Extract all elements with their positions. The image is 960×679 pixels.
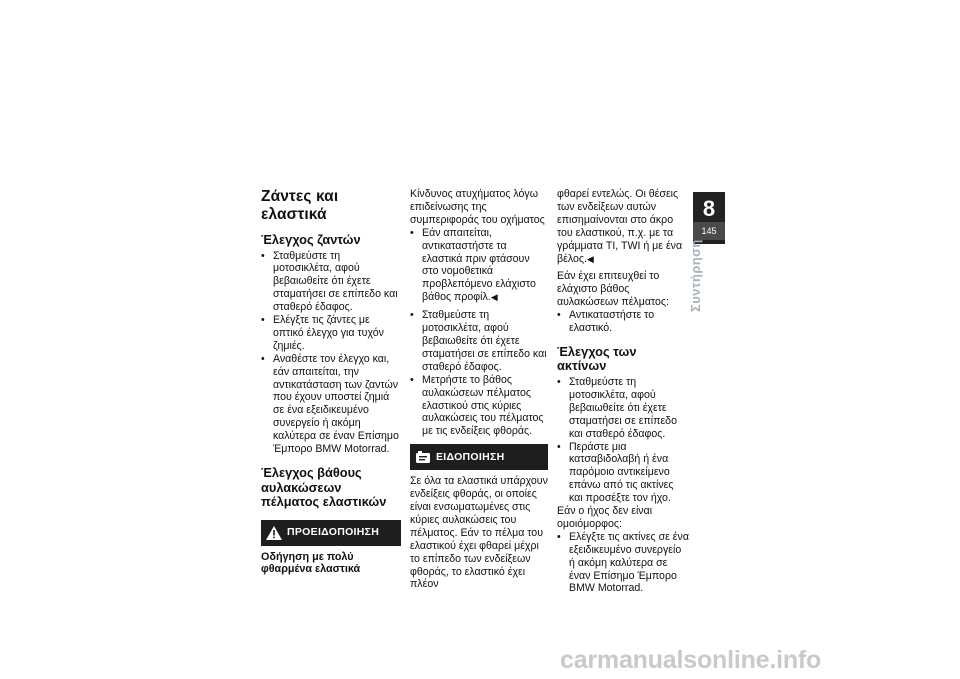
warning-banner <box>261 520 401 546</box>
list-item: • Ελέγξτε τις ακτίνες σε ένα εξειδικευμένο συνεργείο ή ακόμη καλύτερα σε έναν Επίσημο Έμπορο BMW Motorrad. <box>557 531 689 596</box>
list-item: • Ελέγξτε τις ζάντες με οπτικό έλεγχο για τυχόν ζημιές. <box>261 314 401 353</box>
notice-continued-text: φθαρεί εντελώς. Οι θέσεις των ενδείξεων αυτών επισημαίνονται στο άκρο του ελαστικού, π.χ. με τα γράμματα TI, TWI ή με ένα βέλος. <box>557 188 683 265</box>
column-1 <box>261 188 401 576</box>
warning-text: Κίνδυνος ατυχήματος λόγω επιδείνωσης της συμπεριφοράς του οχήματος <box>410 188 545 226</box>
warning-triangle-icon <box>261 520 287 546</box>
tread-steps <box>410 309 548 438</box>
spokes-steps <box>557 376 689 505</box>
min-depth-text: Εάν έχει επιτευχθεί το ελάχιστο βάθος αυλακώσεων πέλματος: <box>557 270 669 309</box>
list-item <box>410 227 548 304</box>
uneven-sound-steps <box>557 531 689 596</box>
list-item: • Σταθμεύστε τη μοτοσικλέτα, αφού βεβαιωθείτε ότι έχετε σταματήσει σε επίπεδο και σταθερό έδαφος. <box>557 376 689 441</box>
page-title: Ζάντες και ελαστικά <box>261 188 339 223</box>
end-marker-icon: ◀ <box>586 253 594 264</box>
list-item: • Αναθέστε τον έλεγχο και, εάν απαιτείται, την αντικατάσταση των ζαντών που έχουν υποστεί ζημιά σε ένα εξειδικευμένο συνεργείο ή ακόμη καλύτερα σε έναν Επίσημο Έμπορο BMW Motorrad. <box>261 353 401 456</box>
watermark: carmanualsonline.info <box>560 646 822 674</box>
end-marker-icon: ◀ <box>490 292 498 303</box>
notice-banner <box>410 444 548 470</box>
list-item: • Περάστε μια κατσαβιδολαβή ή ένα παρόμοιο αντικείμενο επάνω από τις ακτίνες και προσέξτε τον ήχο. <box>557 441 689 506</box>
list-item: • Μετρήστε το βάθος αυλακώσεων πέλματος ελαστικού στις κύριες αυλακώσεις του πέλματος με τις ενδείξεις φθοράς. <box>410 374 548 439</box>
warning-title: Οδήγηση με πολύ φθαρμένα ελαστικά <box>261 550 361 576</box>
list-item: • Αντικαταστήστε το ελαστικό. <box>557 309 689 335</box>
column-2 <box>410 188 548 591</box>
notice-label: ΕΙΔΟΠΟΙΗΣΗ <box>436 450 505 463</box>
min-depth-steps <box>557 309 689 335</box>
notice-text: Σε όλα τα ελαστικά υπάρχουν ενδείξεις φθοράς, οι οποίες είναι ενσωματωμένες στις κύριες αυλακώσεις του πέλματος. Εάν το πέλμα του ελαστικού έχει φθαρεί μέχρι το επίπεδο των ενδείξεων φθοράς, το ελαστικό έχει πλέον <box>410 475 548 591</box>
warning-steps <box>410 227 548 304</box>
rims-steps <box>261 250 401 457</box>
notice-continued <box>557 188 689 265</box>
page-number: 145 <box>701 226 717 236</box>
section-heading-rims: Έλεγχος ζαντών <box>261 232 361 247</box>
chapter-number: 8 <box>702 196 716 221</box>
column-3 <box>557 188 689 595</box>
notice-hand-icon <box>410 444 436 470</box>
chapter-label: Συντήρηση <box>688 239 703 312</box>
list-item-text: Εάν απαιτείται, αντικαταστήστε τα ελαστικά πριν φτάσουν στο νομοθετικά προβλεπόμενο ελάχιστο βάθος προφίλ. <box>422 226 536 304</box>
list-item: • Σταθμεύστε τη μοτοσικλέτα, αφού βεβαιωθείτε ότι έχετε σταματήσει σε επίπεδο και σταθερό έδαφος. <box>410 309 548 374</box>
section-heading-tread-depth: Έλεγχος βάθους αυλακώσεων πέλματος ελαστικών <box>261 465 387 509</box>
list-item: • Σταθμεύστε τη μοτοσικλέτα, αφού βεβαιωθείτε ότι έχετε σταματήσει σε επίπεδο και σταθερό έδαφος. <box>261 250 401 315</box>
section-heading-spokes: Έλεγχος των ακτίνων <box>557 343 637 374</box>
uneven-sound-text: Εάν ο ήχος δεν είναι ομοιόμορφος: <box>557 505 653 530</box>
warning-label: ΠΡΟΕΙΔΟΠΟΙΗΣΗ <box>287 526 380 539</box>
